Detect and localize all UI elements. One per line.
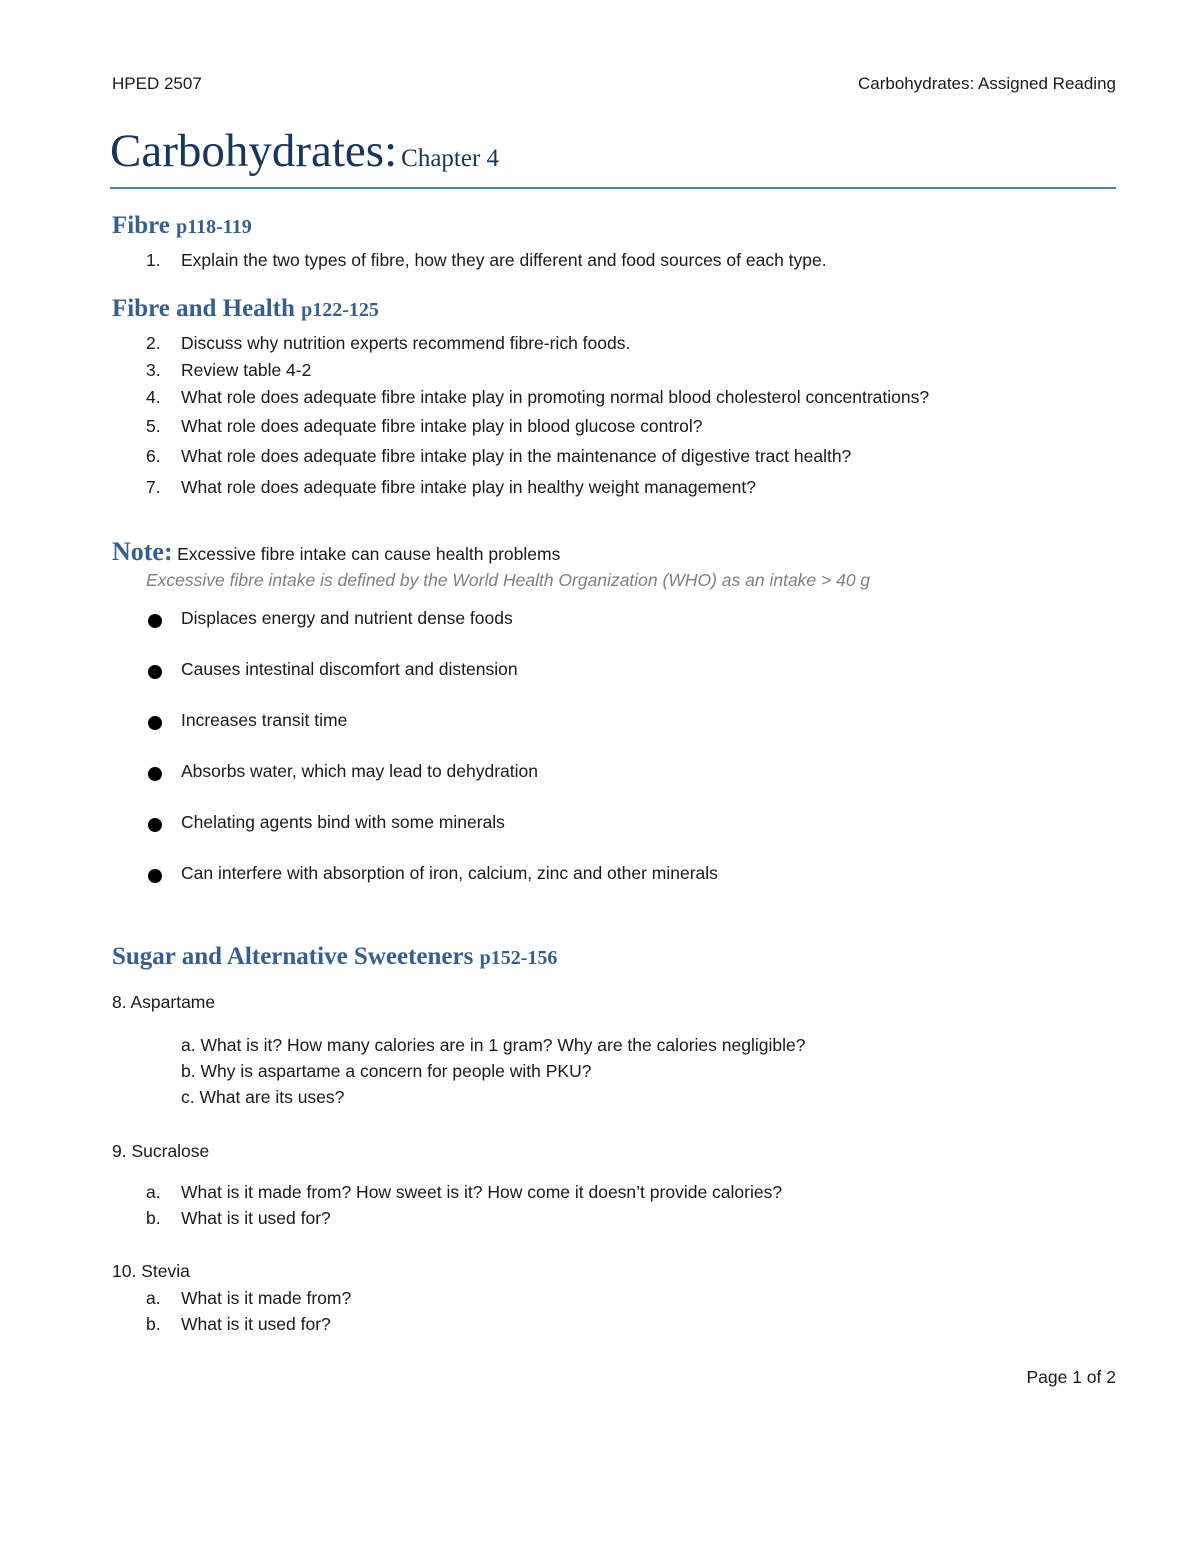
list-item-number: 7. — [146, 477, 161, 497]
list-item-text: Explain the two types of fibre, how they are different and food sources of each type. — [181, 250, 827, 270]
bullet-icon — [148, 818, 162, 832]
list-item-number: 6. — [146, 446, 161, 466]
header-doc-title: Carbohydrates: Assigned Reading — [858, 74, 1116, 93]
list-item-text: What role does adequate fibre intake play in healthy weight management? — [181, 477, 756, 497]
heading-sweeteners-text: Sugar and Alternative Sweeteners — [112, 943, 474, 970]
bullet-icon — [148, 869, 162, 883]
bullet-item: Chelating agents bind with some minerals — [181, 812, 505, 832]
list-item-text: What role does adequate fibre intake play in blood glucose control? — [181, 416, 703, 436]
list-item-number: 4. — [146, 387, 161, 407]
title-divider — [110, 187, 1116, 189]
sub-question: What is it used for? — [181, 1208, 331, 1228]
list-item-number: 1. — [146, 250, 161, 270]
page-title-sub: Chapter 4 — [401, 145, 500, 172]
page-number: Page 1 of 2 — [1026, 1367, 1116, 1387]
bullet-item: Displaces energy and nutrient dense foods — [181, 608, 513, 628]
page-title — [110, 124, 499, 178]
heading-sweeteners — [112, 943, 557, 971]
note-text: Excessive fibre intake can cause health problems — [177, 544, 561, 564]
bullet-item: Increases transit time — [181, 710, 348, 730]
list-item-text: Review table 4-2 — [181, 360, 312, 380]
heading-fibre-pages: p118-119 — [176, 216, 252, 238]
bullet-item: Causes intestinal discomfort and distension — [181, 659, 518, 679]
list-item-text: What role does adequate fibre intake play in promoting normal blood cholesterol concentrations? — [181, 387, 930, 407]
header-course: HPED 2507 — [112, 74, 202, 93]
heading-fibre-text: Fibre — [112, 212, 170, 239]
note — [112, 537, 560, 567]
note-label: Note: — [112, 537, 173, 566]
sub-question-letter: a. — [146, 1288, 161, 1308]
heading-fibre-health-pages: p122-125 — [301, 299, 379, 321]
bullet-icon — [148, 716, 162, 730]
note-subtext: Excessive fibre intake is defined by the World Health Organization (WHO) as an intake > 40 g — [146, 570, 871, 590]
sub-question: b. Why is aspartame a concern for people with PKU? — [181, 1061, 592, 1081]
heading-fibre-health-text: Fibre and Health — [112, 295, 295, 322]
sub-question: What is it made from? How sweet is it? How come it doesn’t provide calories? — [181, 1182, 783, 1202]
question-aspartame: 8. Aspartame — [112, 992, 216, 1012]
bullet-item: Absorbs water, which may lead to dehydration — [181, 761, 538, 781]
sub-question-letter: a. — [146, 1182, 161, 1202]
sub-question: a. What is it? How many calories are in 1 gram? Why are the calories negligible? — [181, 1035, 806, 1055]
heading-sweeteners-pages: p152-156 — [479, 947, 558, 969]
heading-fibre-health — [112, 295, 379, 323]
bullet-icon — [148, 767, 162, 781]
list-item-text: Discuss why nutrition experts recommend fibre-rich foods. — [181, 333, 631, 353]
bullet-icon — [148, 614, 162, 628]
question-sucralose: 9. Sucralose — [112, 1141, 210, 1161]
bullet-icon — [148, 665, 162, 679]
question-stevia: 10. Stevia — [112, 1261, 190, 1281]
list-item-number: 2. — [146, 333, 161, 353]
heading-fibre — [112, 212, 252, 240]
sub-question-letter: b. — [146, 1208, 161, 1228]
bullet-item: Can interfere with absorption of iron, calcium, zinc and other minerals — [181, 863, 718, 883]
sub-question: What is it made from? — [181, 1288, 352, 1308]
sub-question: What is it used for? — [181, 1314, 331, 1334]
page-title-main: Carbohydrates: — [110, 125, 398, 177]
sub-question-letter: b. — [146, 1314, 161, 1334]
list-item-number: 3. — [146, 360, 161, 380]
list-item-number: 5. — [146, 416, 161, 436]
list-item-text: What role does adequate fibre intake play in the maintenance of digestive tract health? — [181, 446, 852, 466]
sub-question: c. What are its uses? — [181, 1087, 345, 1107]
